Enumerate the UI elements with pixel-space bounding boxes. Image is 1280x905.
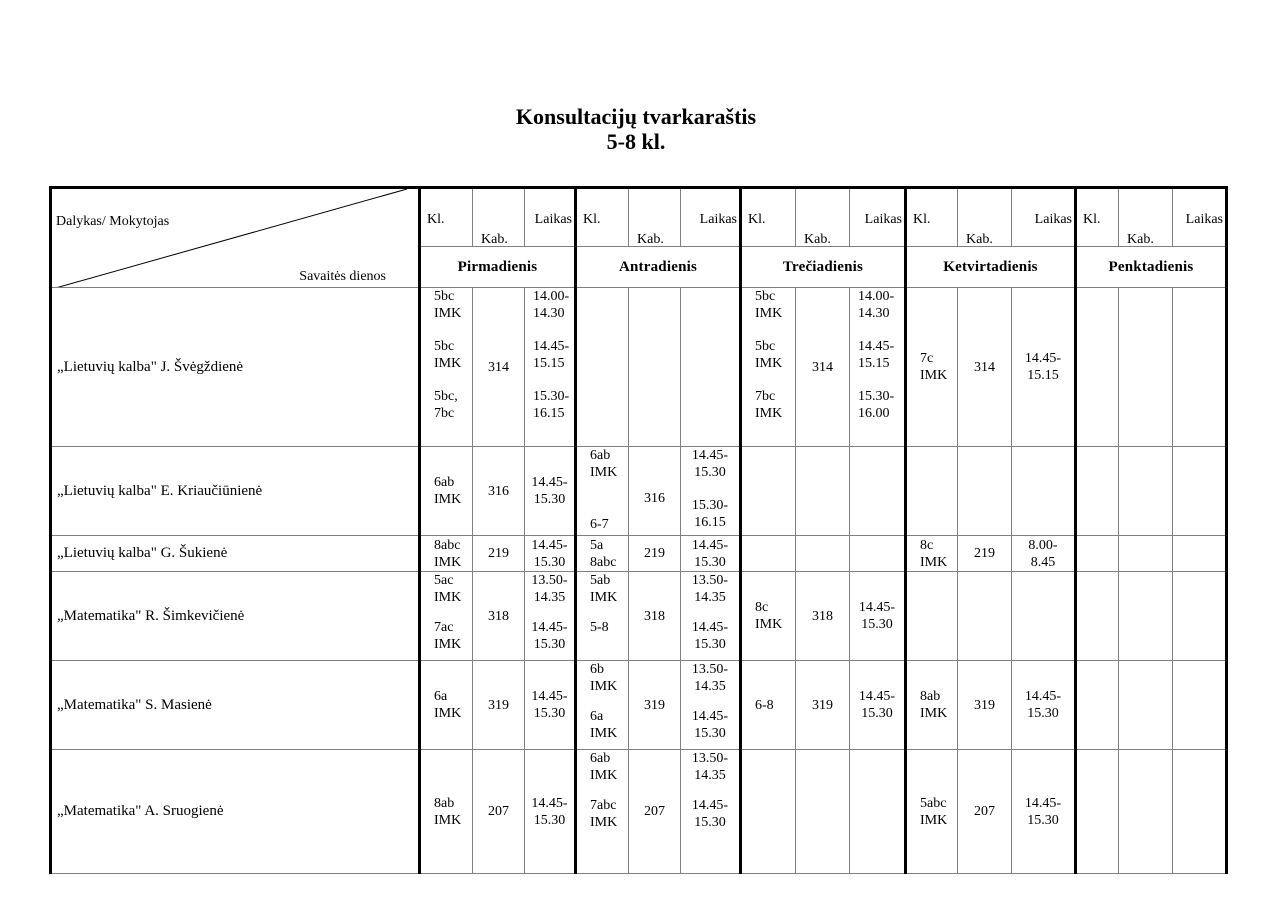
room-cell: 319: [796, 661, 850, 750]
table-row: [51, 572, 1227, 661]
class-cell: 5bc IMK 5bc IMK 7bc IMK: [741, 288, 796, 447]
room-cell: 316: [629, 447, 681, 536]
table-row: [51, 288, 1227, 447]
class-cell: 6ab IMK 6-7: [576, 447, 629, 536]
day-header-tuesday: Antradienis: [576, 247, 741, 288]
time-cell: 13.50- 14.35 14.45- 15.30: [681, 661, 741, 750]
day-header-friday: Penktadienis: [1076, 247, 1227, 288]
class-cell: [741, 750, 796, 874]
class-cell: 6a IMK: [420, 661, 473, 750]
corner-label-days: Savaitės dienos: [299, 269, 386, 284]
class-cell: [1076, 661, 1119, 750]
time-cell: [1012, 447, 1076, 536]
title-line-1: Konsultacijų tvarkaraštis: [515, 104, 757, 129]
room-cell: [1119, 661, 1173, 750]
room-cell: 314: [796, 288, 850, 447]
room-cell: [796, 447, 850, 536]
room-cell: 318: [473, 572, 525, 661]
day-header-wednesday: Trečiadienis: [741, 247, 906, 288]
time-cell: 14.45- 15.30 15.30- 16.15: [681, 447, 741, 536]
time-cell: [1173, 536, 1227, 572]
subject-teacher: „Lietuvių kalba" E. Kriaučiūnienė: [51, 447, 420, 536]
col-header-kl: Kl.: [420, 188, 473, 247]
class-cell: 8ab IMK: [906, 661, 958, 750]
room-cell: [1119, 536, 1173, 572]
col-header-kab: Kab.: [629, 188, 681, 247]
room-cell: 207: [629, 750, 681, 874]
col-header-kab: Kab.: [1119, 188, 1173, 247]
time-cell: 14.45- 15.15: [1012, 288, 1076, 447]
class-cell: [906, 572, 958, 661]
subject-teacher: „Lietuvių kalba" J. Švėgždienė: [51, 288, 420, 447]
col-header-kl: Kl.: [741, 188, 796, 247]
class-cell: 8c IMK: [906, 536, 958, 572]
class-cell: [1076, 572, 1119, 661]
time-cell: [1173, 288, 1227, 447]
document-title: [0, 104, 1272, 154]
time-cell: 14.45- 15.30: [525, 750, 576, 874]
room-cell: 314: [958, 288, 1012, 447]
corner-header-cell: [51, 188, 420, 288]
col-header-kl: Kl.: [576, 188, 629, 247]
col-header-laikas: Laikas: [681, 188, 741, 247]
time-cell: 13.50- 14.35 14.45- 15.30: [681, 750, 741, 874]
room-cell: 319: [473, 661, 525, 750]
subject-teacher: „Matematika" S. Masienė: [51, 661, 420, 750]
class-cell: 6-8: [741, 661, 796, 750]
class-cell: 5abc IMK: [906, 750, 958, 874]
time-cell: [850, 750, 906, 874]
table-row: [51, 661, 1227, 750]
col-header-kl: Kl.: [1076, 188, 1119, 247]
room-cell: 207: [473, 750, 525, 874]
col-header-laikas: Laikas: [1012, 188, 1076, 247]
schedule-table: [49, 186, 1228, 874]
class-cell: 5ab IMK 5-8: [576, 572, 629, 661]
class-cell: [906, 447, 958, 536]
col-header-kl: Kl.: [906, 188, 958, 247]
time-cell: 14.45- 15.30: [850, 572, 906, 661]
time-cell: 14.00- 14.30 14.45- 15.15 15.30- 16.15: [525, 288, 576, 447]
room-cell: [958, 447, 1012, 536]
room-cell: 319: [629, 661, 681, 750]
room-cell: [629, 288, 681, 447]
class-cell: 7c IMK: [906, 288, 958, 447]
room-cell: [1119, 447, 1173, 536]
time-cell: 14.45- 15.30: [850, 661, 906, 750]
room-cell: 207: [958, 750, 1012, 874]
class-cell: 8ab IMK: [420, 750, 473, 874]
room-cell: 319: [958, 661, 1012, 750]
class-cell: [741, 536, 796, 572]
room-cell: 219: [473, 536, 525, 572]
room-cell: [1119, 750, 1173, 874]
time-cell: 8.00- 8.45: [1012, 536, 1076, 572]
time-cell: [1173, 572, 1227, 661]
class-cell: 5bc IMK 5bc IMK 5bc, 7bc: [420, 288, 473, 447]
col-header-laikas: Laikas: [525, 188, 576, 247]
time-cell: [1173, 447, 1227, 536]
col-header-kab: Kab.: [796, 188, 850, 247]
table-row: [51, 536, 1227, 572]
day-header-monday: Pirmadienis: [420, 247, 576, 288]
class-cell: 6ab IMK: [420, 447, 473, 536]
time-cell: [850, 447, 906, 536]
class-cell: 8c IMK: [741, 572, 796, 661]
room-cell: 316: [473, 447, 525, 536]
room-cell: 219: [629, 536, 681, 572]
room-cell: 318: [629, 572, 681, 661]
room-cell: [1119, 572, 1173, 661]
table-row: [51, 750, 1227, 874]
col-header-kab: Kab.: [958, 188, 1012, 247]
class-cell: 5ac IMK 7ac IMK: [420, 572, 473, 661]
time-cell: 13.50- 14.35 14.45- 15.30: [525, 572, 576, 661]
room-cell: 318: [796, 572, 850, 661]
room-cell: 314: [473, 288, 525, 447]
subject-teacher: „Matematika" A. Sruogienė: [51, 750, 420, 874]
class-cell: 8abc IMK: [420, 536, 473, 572]
day-header-thursday: Ketvirtadienis: [906, 247, 1076, 288]
corner-label-subject: Dalykas/ Mokytojas: [56, 214, 170, 229]
time-cell: [1173, 750, 1227, 874]
col-header-laikas: Laikas: [850, 188, 906, 247]
class-cell: [741, 447, 796, 536]
class-cell: 6b IMK 6a IMK: [576, 661, 629, 750]
room-cell: [1119, 288, 1173, 447]
time-cell: [850, 536, 906, 572]
class-cell: [1076, 288, 1119, 447]
class-cell: [1076, 750, 1119, 874]
time-cell: 13.50- 14.35 14.45- 15.30: [681, 572, 741, 661]
room-cell: [958, 572, 1012, 661]
class-cell: [1076, 447, 1119, 536]
time-cell: [1012, 572, 1076, 661]
col-header-kab: Kab.: [473, 188, 525, 247]
class-cell: [1076, 536, 1119, 572]
time-cell: 14.00- 14.30 14.45- 15.15 15.30- 16.00: [850, 288, 906, 447]
time-cell: 14.45- 15.30: [525, 447, 576, 536]
class-cell: [576, 288, 629, 447]
time-cell: 14.45- 15.30: [681, 536, 741, 572]
time-cell: 14.45- 15.30: [1012, 661, 1076, 750]
time-cell: 14.45- 15.30: [525, 661, 576, 750]
time-cell: 14.45- 15.30: [1012, 750, 1076, 874]
title-line-2: 5-8 kl.: [606, 129, 666, 154]
time-cell: [681, 288, 741, 447]
subject-teacher: „Lietuvių kalba" G. Šukienė: [51, 536, 420, 572]
subject-teacher: „Matematika" R. Šimkevičienė: [51, 572, 420, 661]
room-cell: 219: [958, 536, 1012, 572]
col-header-laikas: Laikas: [1173, 188, 1227, 247]
table-row: [51, 447, 1227, 536]
room-cell: [796, 750, 850, 874]
room-cell: [796, 536, 850, 572]
class-cell: 5a 8abc: [576, 536, 629, 572]
time-cell: [1173, 661, 1227, 750]
time-cell: 14.45- 15.30: [525, 536, 576, 572]
class-cell: 6ab IMK 7abc IMK: [576, 750, 629, 874]
